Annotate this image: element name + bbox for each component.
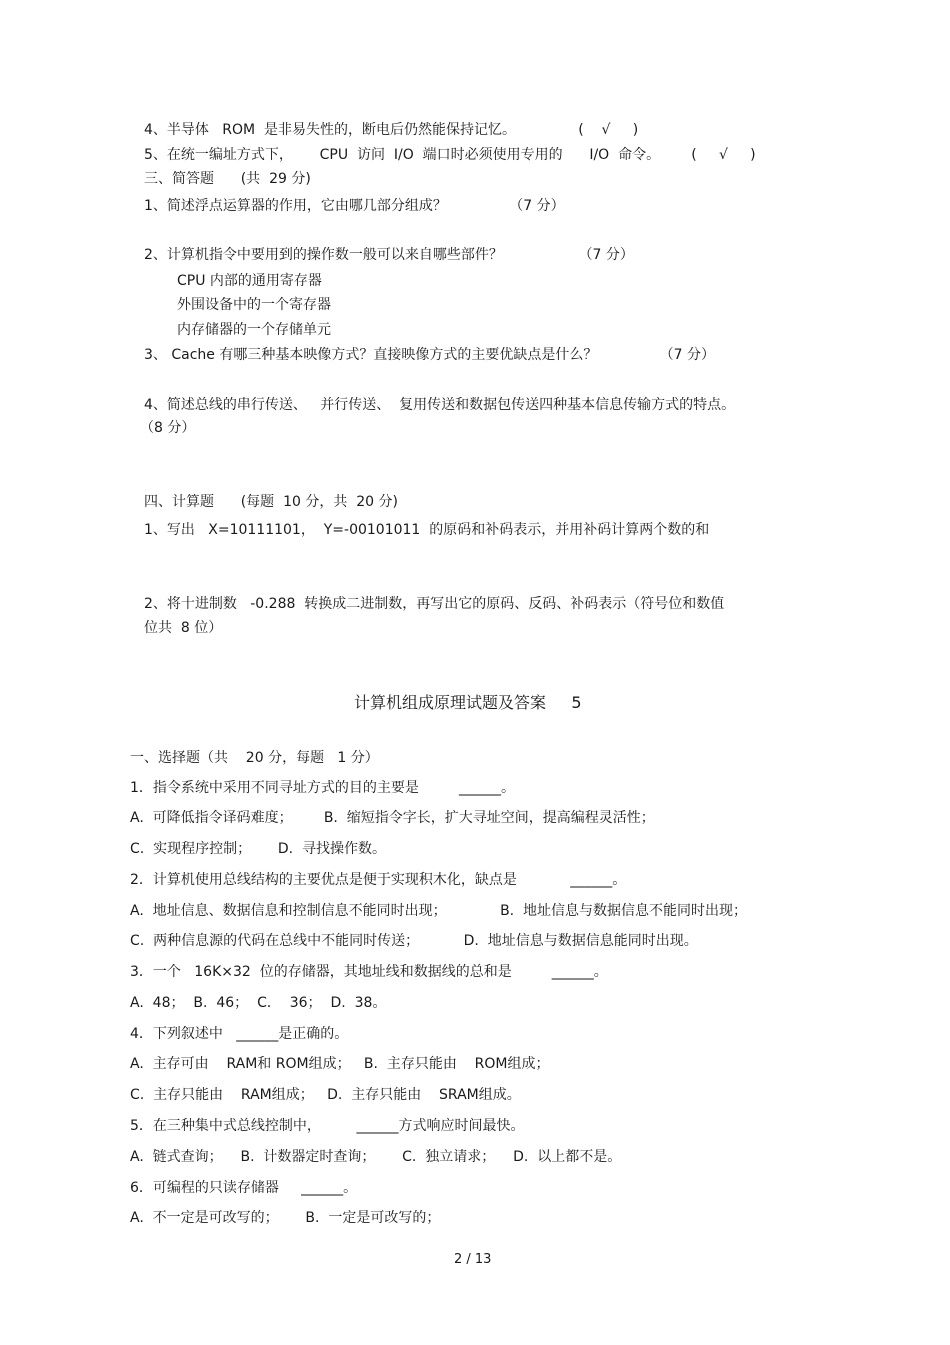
judge-item-4: 4、半导体 ROM 是非易失性的，断电后仍然能保持记忆。 ( √ ) [144, 122, 639, 138]
choice-q6: 6．可编程的只读存储器 ______。 [130, 1180, 358, 1196]
judge-item-5: 5、在统一编址方式下， CPU 访问 I/O 端口时必须使用专用的 I/O 命令。 ( √ ) [144, 147, 756, 163]
choice-q1-options: A. 可降低指令译码难度； B. 缩短指令字长，扩大寻址空间，提高编程灵活性； [130, 810, 655, 826]
choice-q4-options: A. 主存可由 RAM和 ROM组成； B. 主存只能由 ROM组成； [130, 1056, 550, 1072]
page-number: 2 / 13 [454, 1252, 492, 1267]
answer-line: CPU 内部的通用寄存器 [177, 273, 322, 289]
choice-q2-options: A. 地址信息、数据信息和控制信息不能同时出现； B. 地址信息与数据信息不能同时出现； [130, 903, 748, 919]
calculation-q2: 2、将十进制数 -0.288 转换成二进制数，再写出它的原码、反码、补码表示（符号位和数值 [144, 596, 725, 612]
section-heading-calculation: 四、计算题 (每题 10 分，共 20 分) [144, 494, 398, 510]
calculation-q2-cont: 位共 8 位） [144, 620, 223, 636]
section-heading-short-answer: 三、简答题 (共 29 分) [144, 171, 311, 187]
calculation-q1: 1、写出 X=10111101， Y=-00101011 的原码和补码表示，并用补码计算两个数的和 [144, 522, 710, 538]
choice-q5: 5．在三种集中式总线控制中， ______方式响应时间最快。 [130, 1118, 525, 1134]
answer-line: 内存储器的一个存储单元 [177, 322, 331, 338]
choice-q3: 3．一个 16K×32 位的存储器，其地址线和数据线的总和是 ______。 [130, 964, 608, 980]
short-answer-q1: 1、简述浮点运算器的作用，它由哪几部分组成？ （7 分） [144, 198, 565, 214]
choice-q4-options: C. 主存只能由 RAM组成； D. 主存只能由 SRAM组成。 [130, 1087, 521, 1103]
section-heading-choice: 一、选择题（共 20 分，每题 1 分） [130, 750, 379, 766]
answer-line: 外围设备中的一个寄存器 [177, 297, 331, 313]
short-answer-q2: 2、计算机指令中要用到的操作数一般可以来自哪些部件？ （7 分） [144, 247, 634, 263]
choice-q5-options: A. 链式查询； B. 计数器定时查询； C. 独立请求； D. 以上都不是。 [130, 1149, 622, 1165]
exam-title: 计算机组成原理试题及答案 5 [354, 693, 582, 712]
choice-q3-options: A. 48； B. 46； C． 36； D. 38。 [130, 995, 387, 1011]
choice-q1: 1．指令系统中采用不同寻址方式的目的主要是 ______。 [130, 780, 515, 796]
short-answer-q4-score: （8 分） [140, 420, 196, 436]
choice-q2-options: C. 两种信息源的代码在总线中不能同时传送； D. 地址信息与数据信息能同时出现。 [130, 933, 698, 949]
short-answer-q4: 4、简述总线的串行传送、 并行传送、 复用传送和数据包传送四种基本信息传输方式的特点。 [144, 397, 736, 413]
choice-q1-options: C. 实现程序控制； D. 寻找操作数。 [130, 841, 386, 857]
choice-q2: 2．计算机使用总线结构的主要优点是便于实现积木化，缺点是 ______。 [130, 872, 627, 888]
choice-q4: 4．下列叙述中 ______是正确的。 [130, 1026, 349, 1042]
short-answer-q3: 3、 Cache 有哪三种基本映像方式？直接映像方式的主要优缺点是什么？ （7 分） [144, 347, 716, 363]
choice-q6-options: A. 不一定是可改写的； B. 一定是可改写的； [130, 1210, 441, 1226]
